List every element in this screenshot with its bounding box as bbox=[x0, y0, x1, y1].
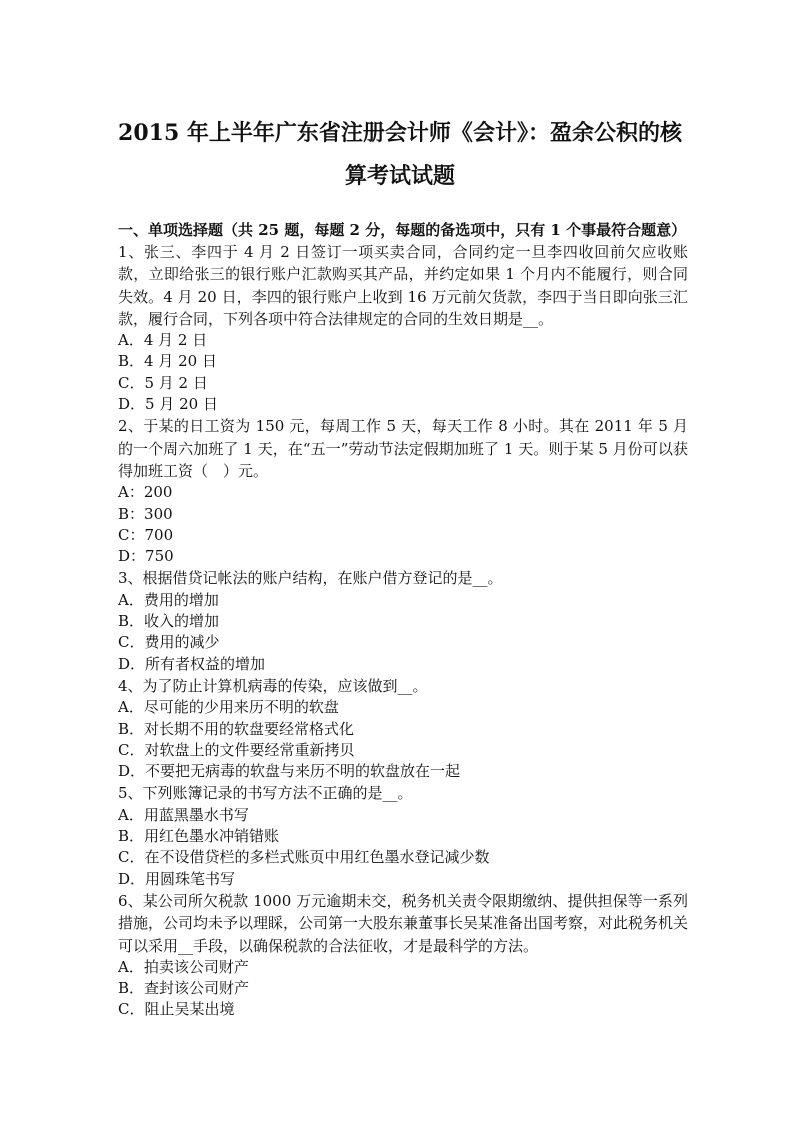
option-c: C．在不设借贷栏的多栏式账页中用红色墨水登记减少数 bbox=[118, 848, 490, 867]
option-c: C．费用的减少 bbox=[118, 633, 220, 652]
question-5 bbox=[118, 782, 688, 889]
question-2 bbox=[118, 415, 688, 567]
option-b: B．对长期不用的软盘要经常格式化 bbox=[118, 719, 355, 738]
option-a: A．4 月 2 日 bbox=[118, 331, 208, 350]
section-heading: 一、单项选择题（共 25 题，每题 2 分，每题的备选项中，只有 1 个事最符合题意） bbox=[118, 221, 687, 239]
question-stem: 6、某公司所欠税款 1000 万元逾期未交，税务机关责令限期缴纳、提供担保等一系列措施，公司均未予以理睬，公司第一大股东兼董事长吴某准备出国考察，对此税务机关可以采用__手段，以确保税款的合法征收，才是最科学的方法。 bbox=[118, 891, 689, 955]
option-d: D．不要把无病毒的软盘与来历不明的软盘放在一起 bbox=[118, 762, 461, 781]
option-b: B．用红色墨水冲销错账 bbox=[118, 827, 280, 846]
option-c: C：700 bbox=[118, 525, 174, 544]
option-a: A．用蓝黑墨水书写 bbox=[118, 805, 249, 824]
title-line-1: 2015 年上半年广东省注册会计师《会计》：盈余公积的核 bbox=[118, 120, 682, 146]
question-3 bbox=[118, 567, 688, 674]
option-b: B．4 月 20 日 bbox=[118, 352, 217, 371]
question-stem: 1、张三、李四于 4 月 2 日签订一项买卖合同，合同约定一旦李四收回前欠应收账款，立即给张三的银行账户汇款购买其产品，并约定如果 1 个月内不能履行，则合同失效。4 月 20 日，李四的银行账户上收到 16 万元前欠货款，李四于当日即向张三汇款，履行合同，下列各项中符合法律规定的合同的生效日期是__。 bbox=[118, 243, 688, 328]
option-b: B．查封该公司财产 bbox=[118, 979, 250, 998]
question-6 bbox=[118, 890, 688, 1021]
option-c: C．对软盘上的文件要经常重新拷贝 bbox=[118, 740, 355, 759]
option-c: C．5 月 2 日 bbox=[118, 373, 208, 392]
option-a: A．费用的增加 bbox=[118, 590, 219, 609]
option-d: D：750 bbox=[118, 547, 174, 566]
option-d: D．5 月 20 日 bbox=[118, 395, 218, 414]
option-b: B：300 bbox=[118, 504, 173, 523]
question-stem: 3、根据借贷记帐法的账户结构，在账户借方登记的是__。 bbox=[118, 569, 503, 588]
option-a: A．拍卖该公司财产 bbox=[118, 957, 249, 976]
option-c: C．阻止吴某出境 bbox=[118, 1000, 235, 1019]
option-a: A：200 bbox=[118, 483, 173, 502]
title-line-2: 算考试试题 bbox=[344, 163, 455, 189]
option-d: D．所有者权益的增加 bbox=[118, 654, 266, 673]
option-b: B．收入的增加 bbox=[118, 612, 220, 631]
question-stem: 2、于某的日工资为 150 元，每周工作 5 天，每天工作 8 小时。其在 2011 年 5 月的一个周六加班了 1 天，在“五一”劳动节法定假期加班了 1 天。则于某 5 月份可以获得加班工资（ ）元。 bbox=[118, 417, 688, 480]
question-1 bbox=[118, 241, 688, 415]
question-stem: 5、下列账簿记录的书写方法不正确的是__。 bbox=[118, 784, 413, 803]
option-a: A．尽可能的少用来历不明的软盘 bbox=[118, 698, 339, 717]
question-4 bbox=[118, 675, 688, 782]
option-d: D．用圆珠笔书写 bbox=[118, 869, 236, 888]
question-stem: 4、为了防止计算机病毒的传染，应该做到__。 bbox=[118, 676, 428, 695]
page-title bbox=[110, 112, 690, 198]
exam-content bbox=[118, 219, 688, 1021]
